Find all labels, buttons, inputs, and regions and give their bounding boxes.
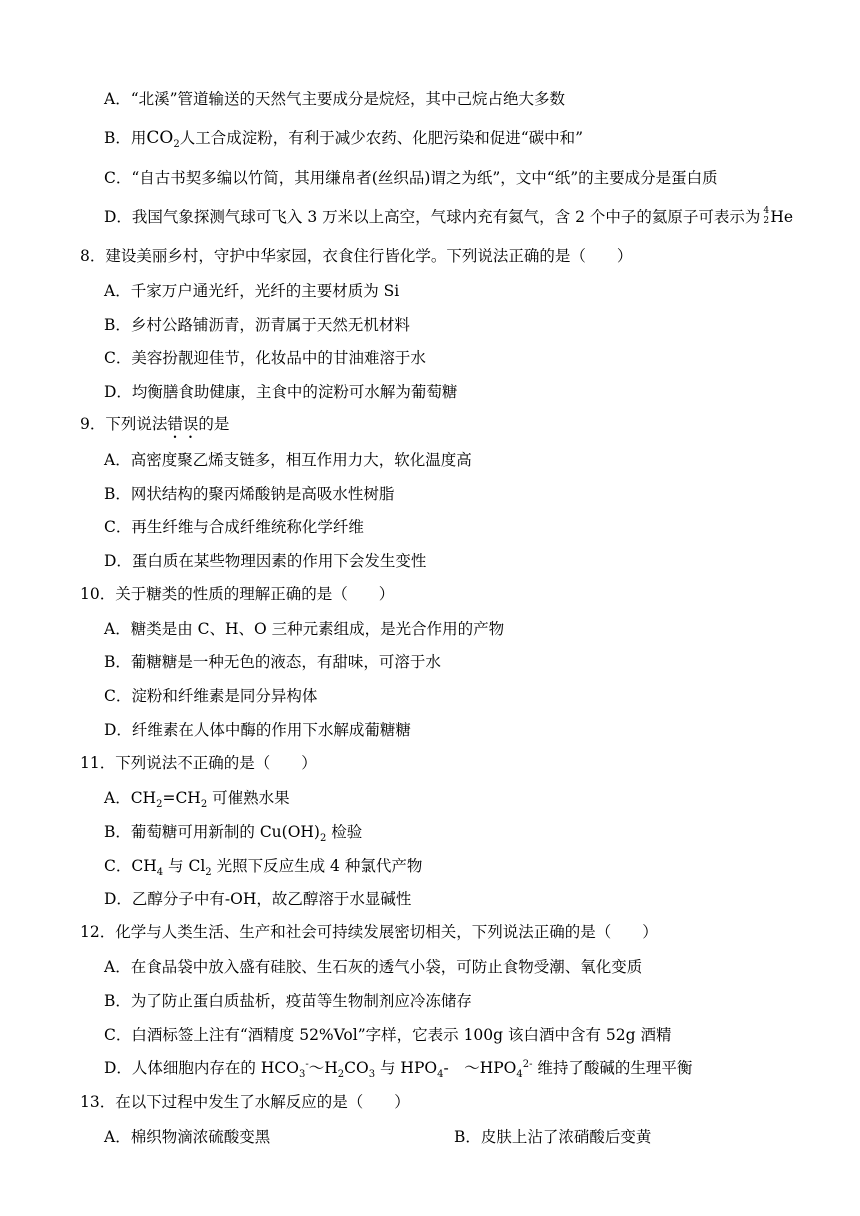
q8-option-b: B．乡村公路铺沥青，沥青属于天然无机材料 (104, 316, 410, 334)
q12-option-b: B．为了防止蛋白质盐析，疫苗等生物制剂应冷冻储存 (104, 992, 472, 1010)
q8-option-c: C．美容扮靓迎佳节，化妆品中的甘油难溶于水 (104, 349, 426, 367)
q13-stem: 13．在以下过程中发生了水解反应的是（ ） (80, 1093, 410, 1111)
q10-option-c: C．淀粉和纤维素是同分异构体 (104, 687, 318, 705)
q7-option-c: C．“自古书契多编以竹简，其用缣帛者(丝织品)谓之为纸”，文中“纸”的主要成分是蛋白质 (104, 169, 718, 187)
q12-stem: 12．化学与人类生活、生产和社会可持续发展密切相关，下列说法正确的是（ ） (80, 923, 658, 941)
q10-option-d: D．纤维素在人体中酶的作用下水解成葡糖糖 (104, 721, 411, 739)
q11-option-b: B．葡萄糖可用新制的 $Cu(OH)_2$ 检验 (104, 823, 363, 845)
q9-option-d: D．蛋白质在某些物理因素的作用下会发生变性 (104, 552, 427, 570)
nuclide-notation: 4 2 (763, 206, 770, 226)
q13-option-a: A．棉织物滴浓硫酸变黑 (104, 1128, 271, 1146)
q11-option-c: C．$CH_4$ 与 $Cl_2$ 光照下反应生成 4 种氯代产物 (104, 857, 423, 879)
q7-option-a: A．“北溪”管道输送的天然气主要成分是烷烃，其中己烷占绝大多数 (104, 90, 566, 108)
q8-stem: 8．建设美丽乡村，守护中华家园，衣食住行皆化学。下列说法正确的是（ ） (80, 247, 633, 265)
q8-option-d: D．均衡膳食助健康，主食中的淀粉可水解为葡萄糖 (104, 383, 458, 401)
q10-option-b: B．葡糖糖是一种无色的液态，有甜味，可溶于水 (104, 653, 441, 671)
q11-option-d: D．乙醇分子中有-OH，故乙醇溶于水显碱性 (104, 890, 412, 908)
q10-option-a: A．糖类是由 C、H、O 三种元素组成，是光合作用的产物 (104, 620, 505, 638)
emphasized-word: 错误 (167, 415, 199, 433)
q7-option-d: D．我国气象探测气球可飞入 3 万米以上高空，气球内充有氦气，含 2 个中子的氦原子可表示为 4 2 He (104, 206, 794, 226)
q10-stem: 10．关于糖类的性质的理解正确的是（ ） (80, 585, 395, 603)
q9-option-a: A．高密度聚乙烯支链多，相互作用力大，软化温度高 (104, 451, 472, 469)
q11-stem: 11．下列说法不正确的是（ ） (80, 754, 317, 772)
q13-option-b: B．皮肤上沾了浓硝酸后变黄 (454, 1128, 652, 1146)
q9-stem: 9．下列说法错误的是 (80, 415, 230, 433)
q8-option-a: A．千家万户通光纤，光纤的主要材质为 Si (104, 282, 400, 300)
q12-option-d: D．人体细胞内存在的 $HCO_3^-\sim H_2CO_3$ 与 $HPO_4-$ $\sim HPO_4^{2-}$ 维持了酸碱的生理平衡 (104, 1058, 693, 1081)
q12-option-c: C．白酒标签上注有“酒精度 52%Vol”字样，它表示 100g 该白酒中含有 52g 酒精 (104, 1026, 672, 1044)
q9-option-c: C．再生纤维与合成纤维统称化学纤维 (104, 518, 364, 536)
q12-option-a: A．在食品袋中放入盛有硅胶、生石灰的透气小袋，可防止食物受潮、氧化变质 (104, 958, 643, 976)
q7-option-b: B．用$CO_2$人工合成淀粉，有利于减少农药、化肥污染和促进“碳中和” (104, 128, 584, 151)
q9-option-b: B．网状结构的聚丙烯酸钠是高吸水性树脂 (104, 485, 395, 503)
q11-option-a: A．$CH_2=CH_2$ 可催熟水果 (104, 789, 290, 811)
